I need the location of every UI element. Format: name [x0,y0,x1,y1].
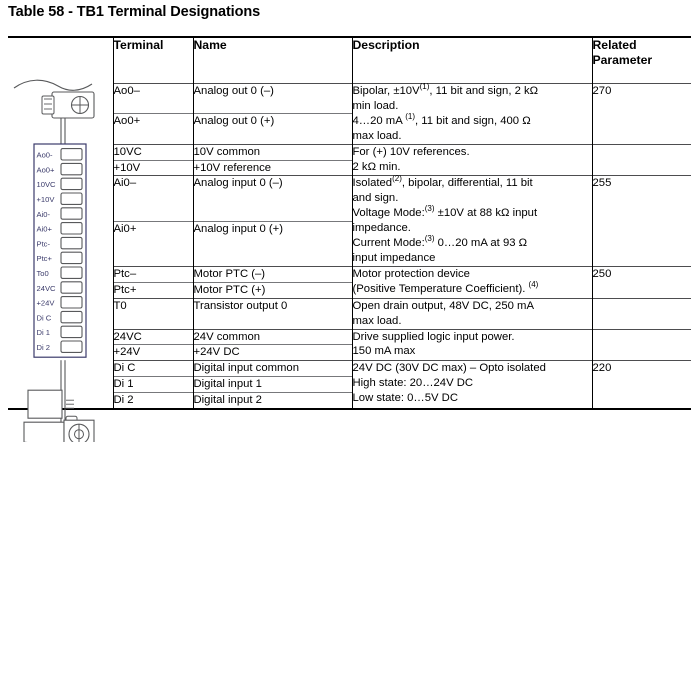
column-header-description: Description [352,38,592,84]
screwdriver-handle [24,422,64,442]
footnote-reference: (3) [424,204,435,214]
terminal-cell: Ao0+ [113,114,193,144]
terminal-block-body [34,144,86,357]
table-row [8,84,691,114]
description-text: High state: 20…24V DC [352,377,474,390]
terminal-block-label: +24V [36,298,55,308]
column-header-related-parameter [592,38,691,84]
description-line [353,176,592,191]
terminal-screw-slot [61,208,82,219]
description-line [353,145,592,160]
description-line [353,114,592,129]
description-text: , bipolar, differential, 11 bit [401,177,533,190]
related-parameter-cell: 250 [592,266,691,298]
tb1-terminal-designations-table [8,36,691,410]
terminal-name-cell: 24V common [193,329,352,345]
terminal-block-label: 24VC [36,283,56,293]
footnote-reference: (1) [405,112,416,122]
terminal-name-cell: +24V DC [193,345,352,361]
terminal-cell: Ptc+ [113,282,193,298]
terminal-screw-slot [61,223,82,234]
description-text: max load. [352,129,402,142]
terminal-cell: 24VC [113,329,193,345]
terminal-screw-slot [61,163,82,174]
terminal-cell: 10VC [113,144,193,160]
description-line [353,267,592,282]
related-parameter-cell: 270 [592,84,691,145]
description-text: Drive supplied logic input power. [352,330,515,343]
description-text: Bipolar, ±10V [352,85,420,97]
description-text: 0…20 mA at 93 Ω [434,237,528,250]
terminal-cell: +10V [113,160,193,176]
terminal-block-label: Ai0+ [36,224,52,234]
terminal-block-label: Ptc+ [36,254,52,264]
tool-body [28,390,62,418]
description-text: impedance. [352,222,411,235]
terminal-name-cell: Analog input 0 (+) [193,221,352,266]
terminal-name-cell: +10V reference [193,160,352,176]
terminal-cell: Di C [113,361,193,377]
terminal-block-label: Ao0- [36,150,53,160]
description-text: and sign. [352,192,399,205]
description-text: For (+) 10V references. [352,145,470,158]
terminal-name-cell: Digital input 2 [193,393,352,408]
description-line [353,236,592,251]
terminal-screw-slot [61,178,82,189]
terminal-cell: Ptc– [113,266,193,282]
terminal-block-label: Di 2 [36,343,51,352]
terminal-block-illustration [6,62,106,442]
terminal-cell: Ai0– [113,176,193,221]
description-line [353,160,592,175]
description-cell [352,84,592,145]
terminal-name-cell: Digital input 1 [193,377,352,393]
description-cell [352,266,592,298]
page-title: Table 58 - TB1 Terminal Designations [8,4,261,20]
related-parameter-header-line-1: Related [592,38,637,52]
description-text: ±10V at 88 kΩ input [434,207,538,220]
footnote-reference: (2) [392,174,402,184]
description-line [353,251,592,266]
terminal-screw-slot [61,341,82,352]
terminal-name-cell: Motor PTC (+) [193,282,352,298]
column-header-terminal: Terminal [113,38,193,84]
description-text: Low state: 0…5V DC [352,392,458,405]
related-parameter-cell: 220 [592,361,691,408]
terminal-cell: Di 1 [113,377,193,393]
description-text: , 11 bit and sign, 400 Ω [415,114,531,127]
terminal-name-cell: Analog input 0 (–) [193,176,352,221]
description-cell [352,176,592,266]
terminal-name-cell: Motor PTC (–) [193,266,352,282]
description-line [353,361,592,376]
description-line [353,391,592,406]
description-text: 24V DC (30V DC max) – Opto isolated [352,362,546,375]
terminal-name-cell: Transistor output 0 [193,298,352,329]
terminal-cell: +24V [113,345,193,361]
description-text: input impedance [352,251,436,264]
description-line [353,221,592,236]
related-parameter-cell: 255 [592,176,691,266]
description-line [353,344,592,359]
description-line [353,376,592,391]
terminal-name-cell: Analog out 0 (+) [193,114,352,144]
description-line [353,99,592,114]
description-cell [352,144,592,176]
terminal-table [8,38,691,408]
terminal-screw-slot [61,237,82,248]
description-text: max load. [352,314,402,327]
description-text: Open drain output, 48V DC, 250 mA [352,299,534,312]
footnote-reference: (4) [528,280,539,290]
table-header-row [8,38,691,84]
description-cell [352,361,592,408]
description-line [353,282,592,297]
description-text: (Positive Temperature Coefficient). [352,282,529,295]
terminal-cell: Ao0– [113,84,193,114]
description-text: min load. [352,99,399,112]
terminal-name-cell: Analog out 0 (–) [193,84,352,114]
terminal-block-label: Ai0- [36,209,51,219]
description-text: Isolated [352,177,393,190]
terminal-cell: Ai0+ [113,221,193,266]
terminal-block-label: 10VC [36,180,56,190]
description-text: Current Mode: [352,237,425,250]
terminal-cell: T0 [113,298,193,329]
terminal-screw-slot [61,282,82,293]
related-parameter-cell [592,144,691,176]
terminal-screw-slot [61,311,82,322]
terminal-name-cell: Digital input common [193,361,352,377]
related-parameter-header-line-2: Parameter [592,52,653,67]
related-parameter-cell [592,329,691,361]
terminal-block-label: To0 [36,269,49,278]
related-parameter-cell [592,298,691,329]
terminal-block-label: Ptc- [36,239,51,249]
footnote-reference: (1) [419,82,430,92]
footnote-reference: (3) [424,234,435,244]
description-text: 4…20 mA [352,114,406,127]
terminal-screw-slot [61,252,82,263]
column-header-name: Name [193,38,352,84]
description-line [353,299,592,314]
description-line [353,206,592,221]
terminal-block-label: Ao0+ [36,165,55,175]
description-text: 2 kΩ min. [352,160,401,173]
terminal-block-label: Di 1 [36,328,51,338]
terminal-cell: Di 2 [113,393,193,408]
description-text: Motor protection device [352,267,470,280]
description-line [353,314,592,329]
description-line [353,191,592,206]
break-line [14,80,92,90]
terminal-screw-slot [61,193,82,204]
terminal-block-label: +10V [36,195,55,204]
description-text: , 11 bit and sign, 2 kΩ [429,85,539,97]
terminal-screw-slot [61,297,82,308]
terminal-screw-slot [61,326,82,337]
description-text: Voltage Mode: [352,207,425,220]
description-text: 150 mA max [352,345,416,358]
terminal-screw-slot [61,149,82,160]
terminal-block-label: Di C [36,313,52,323]
description-cell [352,298,592,329]
terminal-screw-slot [61,267,82,278]
description-cell [352,329,592,361]
terminal-name-cell: 10V common [193,144,352,160]
description-line [353,129,592,144]
description-line [353,84,592,99]
description-line [353,330,592,345]
